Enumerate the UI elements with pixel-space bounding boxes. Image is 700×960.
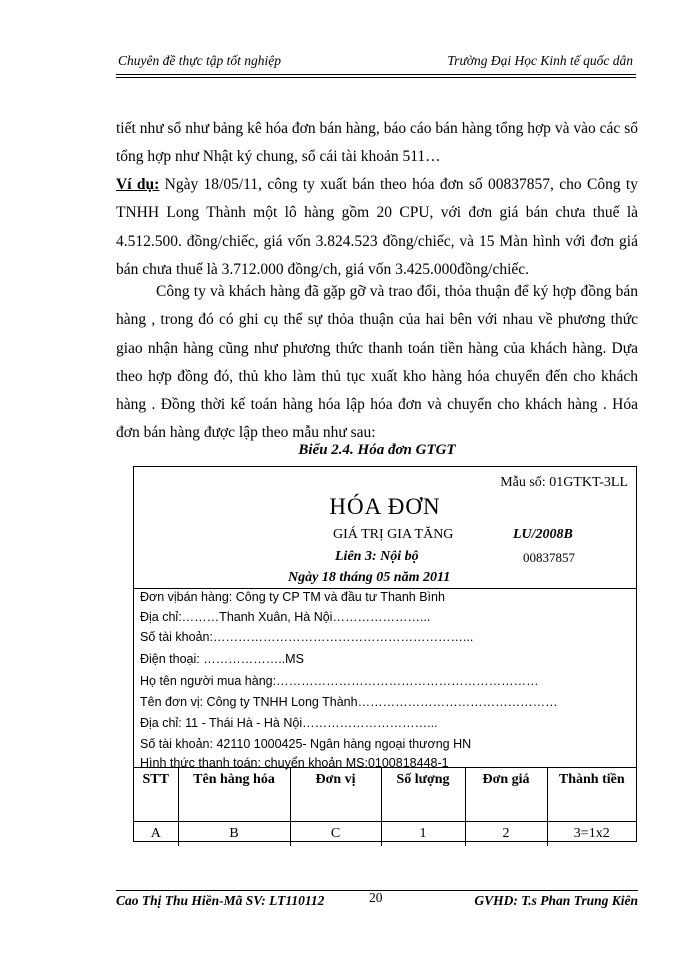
seller-address: Địa chỉ:………Thanh Xuân, Hà Nội…………………...: [140, 610, 431, 624]
page-header: [118, 51, 633, 73]
col-header: Thành tiền: [547, 768, 636, 822]
table-cell: 3=1x2: [547, 822, 636, 847]
invoice-subtitle: GIÁ TRỊ GIA TĂNG: [333, 527, 454, 542]
table-cell: A: [134, 822, 178, 847]
footer-student: Cao Thị Thu Hiền-Mã SV: LT110112: [116, 893, 325, 908]
table-cell: B: [178, 822, 290, 847]
header-right: Trường Đại Học Kinh tế quốc dân: [447, 53, 633, 68]
buyer-unit: Tên đơn vị: Công ty TNHH Long Thành…………………………………………: [140, 695, 558, 709]
invoice-number: 00837857: [523, 550, 575, 565]
col-header: Số lượng: [381, 768, 465, 822]
invoice-heading: [134, 467, 636, 589]
col-header: Đơn vị: [290, 768, 381, 822]
buyer-address: Địa chỉ: 11 - Thái Hà - Hà Nội…………………………...: [140, 716, 438, 730]
header-left: Chuyên đề thực tập tốt nghiệp: [118, 53, 281, 68]
seller-unit: Đơn vịbán hàng: Công ty CP TM và đầu tư Thanh Bình: [140, 590, 445, 604]
buyer-account: Số tài khoản: 42110 1000425- Ngân hàng ngoại thương HN: [140, 737, 472, 751]
invoice-parties: [134, 588, 636, 770]
vat-invoice: [133, 466, 637, 842]
col-header: STT: [134, 768, 178, 822]
example-label: Ví dụ:: [116, 176, 160, 193]
payment-method: Hình thức thanh toán: chuyển khoản MS:0100818448-1: [140, 756, 449, 770]
header-rule-thin: [116, 77, 636, 78]
header-rule: [116, 74, 636, 75]
page-footer: [116, 890, 638, 913]
page-number: 20: [369, 890, 383, 905]
paragraph-process: Công ty và khách hàng đã gặp gỡ và trao đổi, thỏa thuận để ký hợp đồng bán hàng , trong đó có ghi cụ thể sự thỏa thuận của hai bên với nhau về phương thức giao nhận hàng cũng như phương thức thanh toán tiền hàng của khách hàng. Dựa theo hợp đồng đó, thủ kho làm thủ tục xuất kho hàng hóa chuyển đến cho khách hàng . Đồng thời kế toán hàng hóa lập hóa đơn và chuyển cho khách hàng . Hóa đơn bán hàng được lập theo mẫu như sau:: [116, 283, 638, 442]
table-cell: 1: [381, 822, 465, 847]
invoice-copy: Liên 3: Nội bộ: [335, 549, 419, 564]
invoice-title: HÓA ĐƠN: [329, 494, 441, 519]
footer-advisor: GVHD: T.s Phan Trung Kiên: [474, 893, 638, 908]
invoice-date: Ngày 18 tháng 05 năm 2011: [288, 570, 451, 585]
seller-phone: Điện thoại: ………………..MS: [140, 652, 304, 666]
figure-caption: Biểu 2.4. Hóa đơn GTGT: [298, 442, 456, 458]
col-header: Đơn giá: [465, 768, 547, 822]
table-header-row: [134, 768, 636, 822]
table-cell: C: [290, 822, 381, 847]
paragraph-example: [116, 171, 638, 284]
invoice-series: LU/2008B: [513, 527, 573, 542]
buyer-name: Họ tên người mua hàng:………………………………………………………: [140, 674, 539, 688]
example-text: Ngày 18/05/11, công ty xuất bán theo hóa đơn số 00837857, cho Công ty TNHH Long Thành một lô hàng gồm 20 CPU, với đơn giá bán chưa thuế là 4.512.500. đồng/chiếc, giá vốn 3.824.523 đồng/chiếc, và 15 Màn hình với đơn giá bán chưa thuế là 3.712.000 đồng/ch, giá vốn 3.425.000đồng/chiếc.: [116, 176, 638, 278]
form-number: Mẫu số: 01GTKT-3LL: [500, 475, 628, 490]
items-table: [134, 767, 636, 842]
table-cell: 2: [465, 822, 547, 847]
paragraph-intro: tiết như sổ như bảng kê hóa đơn bán hàng, báo cáo bán hàng tổng hợp và vào các sổ tổng hợp như Nhật ký chung, sổ cái tài khoản 511…: [116, 120, 638, 166]
col-header: Tên hàng hóa: [178, 768, 290, 822]
seller-account: Số tài khoản:……………………………………………………...: [140, 630, 474, 644]
table-row: [134, 822, 636, 847]
